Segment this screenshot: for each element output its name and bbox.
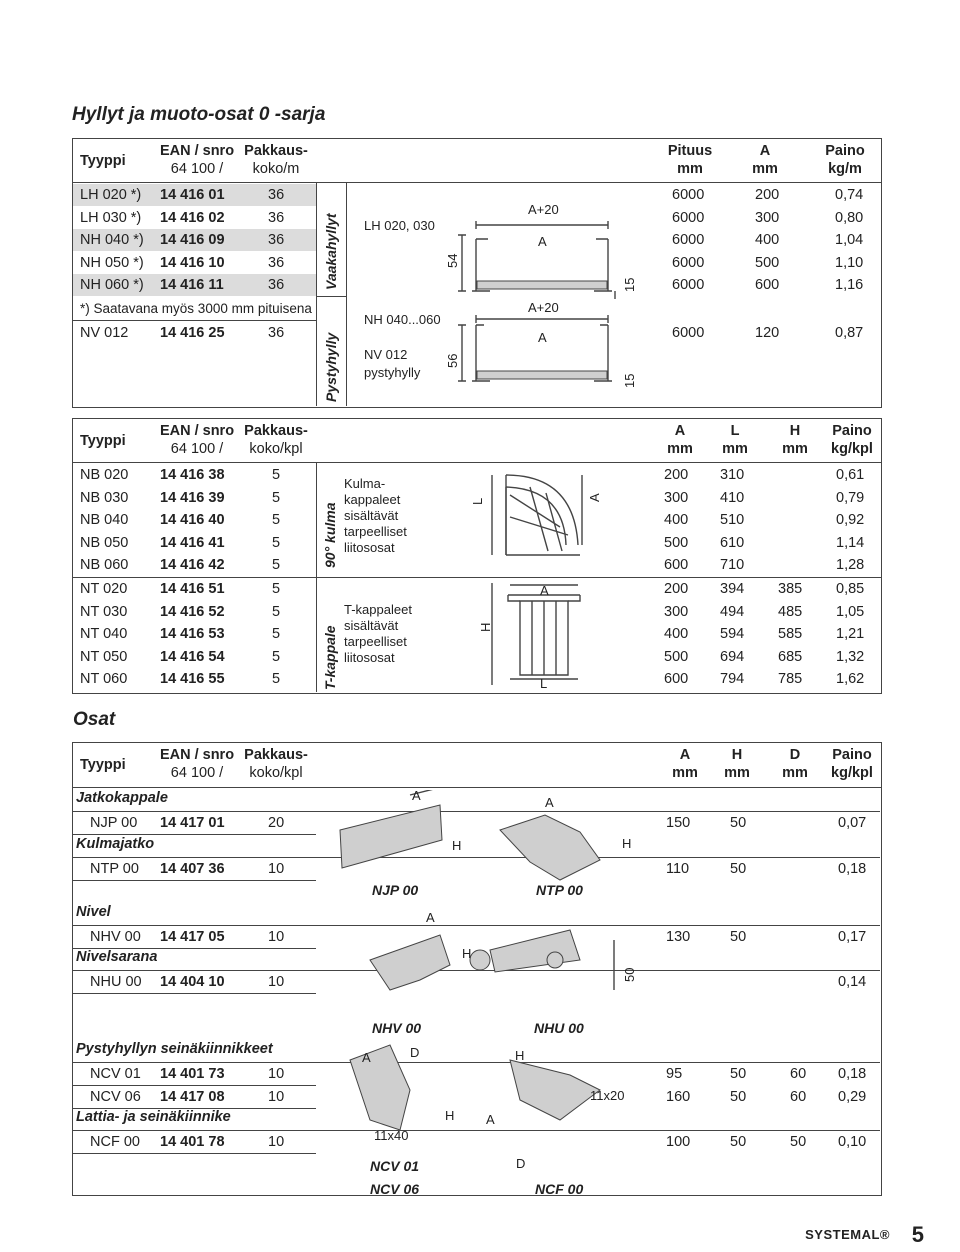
row-len: 6000	[672, 277, 705, 294]
row-w: 0,92	[836, 512, 865, 529]
row-l: 794	[720, 671, 745, 688]
row-a: 100	[666, 1134, 691, 1150]
label-ntp: NTP 00	[536, 882, 583, 898]
ntp-dim-a: A	[545, 795, 554, 810]
row-ean: 14 416 38	[160, 467, 225, 483]
label-nhu: NHU 00	[534, 1020, 584, 1036]
col3-paino: Paino kg/kpl	[831, 747, 873, 781]
row-d: 60	[790, 1089, 807, 1105]
dim-56: 56	[445, 353, 460, 368]
nv-len: 6000	[672, 325, 705, 341]
dim-15-bottom: 15	[622, 373, 637, 388]
ncv-dim-a: A	[362, 1050, 371, 1065]
row-type: NB 040	[80, 512, 129, 529]
row-w: 1,10	[835, 254, 864, 271]
row-ean: 14 416 10	[160, 254, 225, 271]
row-ean: 14 416 52	[160, 603, 225, 620]
dim-a-top: A	[538, 234, 547, 249]
nv-pak: 36	[268, 325, 285, 341]
row-a: 400	[664, 626, 689, 643]
dim-a-bend: A	[587, 493, 602, 502]
row-len: 6000	[672, 232, 705, 249]
row-pak: 5	[272, 467, 281, 483]
row-ean: 14 416 39	[160, 489, 225, 506]
dim-15-top: 15	[622, 277, 637, 292]
row-w: 1,62	[836, 671, 865, 688]
row-a: 300	[664, 603, 689, 620]
row-l: 594	[720, 626, 745, 643]
row-pak: 10	[268, 1066, 285, 1082]
group-title: Nivel	[76, 904, 111, 920]
label-pystyhylly: Pystyhylly	[323, 332, 339, 402]
row-w: 0,17	[838, 929, 867, 945]
ncf-dim-h: H	[515, 1048, 525, 1063]
row-pak: 10	[268, 929, 285, 945]
nv-a: 120	[755, 325, 780, 341]
row-ean: 14 416 53	[160, 626, 225, 643]
njp-dim-a: A	[412, 788, 421, 803]
ncf-dim-a: A	[486, 1112, 495, 1127]
nhv-dim-h: H	[462, 946, 472, 961]
row-a: 500	[664, 648, 689, 665]
col-ean: EAN / snro 64 100 /	[159, 143, 235, 177]
row-h: 485	[778, 603, 803, 620]
row-type: NH 040 *)	[80, 232, 144, 249]
group-title: Kulmajatko	[76, 836, 155, 852]
row-pak: 5	[272, 648, 281, 665]
col-pituus: Pituus mm	[667, 143, 713, 177]
col3-d: D mm	[782, 747, 808, 781]
row-pak: 36	[268, 277, 285, 294]
note-tkappale: T-kappaleet sisältävät tarpeelliset liitososat	[344, 602, 412, 665]
row-len: 6000	[672, 254, 705, 271]
row-a: 200	[664, 467, 689, 483]
col2-a: A mm	[667, 423, 693, 457]
row-type: NB 020	[80, 467, 129, 483]
row-a: 600	[664, 557, 689, 574]
row-ean: 14 401 73	[160, 1066, 225, 1082]
ncv-dim-d: D	[410, 1045, 420, 1060]
row-w: 0,14	[838, 974, 867, 990]
row-pak: 20	[268, 815, 285, 831]
lh-label: LH 020, 030	[364, 218, 435, 233]
row-ean: 14 416 01	[160, 187, 225, 203]
nv-type: NV 012	[80, 325, 129, 341]
row-d: 60	[790, 1066, 807, 1082]
row-ean: 14 416 02	[160, 209, 225, 226]
row-a: 200	[755, 187, 780, 203]
row-w: 1,32	[836, 648, 865, 665]
row-ean: 14 417 08	[160, 1089, 225, 1105]
row-type: NT 050	[80, 648, 128, 665]
row-a: 95	[666, 1066, 683, 1082]
row-w: 0,80	[835, 209, 864, 226]
row-len: 6000	[672, 187, 705, 203]
row-a: 160	[666, 1089, 691, 1105]
row-l: 710	[720, 557, 745, 574]
row-w: 0,18	[838, 861, 867, 877]
row-type: NCF 00	[90, 1134, 140, 1150]
row-a: 150	[666, 815, 691, 831]
row-pak: 36	[268, 254, 285, 271]
col2-ean: EAN / snro 64 100 /	[159, 423, 235, 457]
label-t-kappale: T-kappale	[322, 625, 338, 690]
col3-pak: Pakkaus- koko/kpl	[244, 747, 308, 781]
ncf-slot: 11x20	[590, 1088, 625, 1103]
row-ean: 14 416 54	[160, 648, 225, 665]
row-d: 50	[790, 1134, 807, 1150]
row-w: 0,18	[838, 1066, 867, 1082]
row-pak: 10	[268, 974, 285, 990]
row-w: 1,04	[835, 232, 864, 249]
row-type: NH 060 *)	[80, 277, 144, 294]
label-90-kulma: 90° kulma	[322, 502, 338, 568]
row-type: NHU 00	[90, 974, 142, 990]
row-w: 1,21	[836, 626, 865, 643]
row-type: NB 050	[80, 534, 129, 551]
row-ean: 14 407 36	[160, 861, 225, 877]
dim-l-bend: L	[470, 497, 485, 505]
row-a: 110	[666, 861, 690, 877]
row-type: NT 060	[80, 671, 128, 688]
row-w: 1,14	[836, 534, 865, 551]
nv-label: NV 012 pystyhylly	[364, 347, 421, 380]
col2-pak: Pakkaus- koko/kpl	[244, 423, 308, 457]
group-title: Nivelsarana	[76, 949, 158, 965]
col3-ean: EAN / snro 64 100 /	[159, 747, 235, 781]
row-ean: 14 416 40	[160, 512, 225, 529]
group-title: Pystyhyllyn seinäkiinnikkeet	[76, 1041, 273, 1057]
col2-tyyppi: Tyyppi	[80, 433, 126, 449]
row-type: NHV 00	[90, 929, 141, 945]
row-pak: 10	[268, 1134, 285, 1150]
ntp-dim-h: H	[622, 836, 632, 851]
row-ean: 14 417 05	[160, 929, 225, 945]
row-h: 50	[730, 929, 747, 945]
row-h: 385	[778, 581, 803, 597]
row-a: 400	[664, 512, 689, 529]
group-title: Lattia- ja seinäkiinnike	[76, 1109, 231, 1125]
page-title: Hyllyt ja muoto-osat 0 -sarja	[72, 104, 326, 125]
row-w: 1,05	[836, 603, 865, 620]
row-w: 0,10	[838, 1134, 867, 1150]
row-pak: 5	[272, 603, 281, 620]
row-a: 500	[664, 534, 689, 551]
col-tyyppi: Tyyppi	[80, 153, 126, 169]
nhv-dim-a: A	[426, 910, 435, 925]
section-osat: Osat	[73, 709, 116, 730]
row-h: 685	[778, 648, 803, 665]
row-type: NB 060	[80, 557, 129, 574]
row-l: 394	[720, 581, 745, 597]
row-type: LH 020 *)	[80, 187, 142, 203]
row-h: 50	[730, 1134, 747, 1150]
row-h: 50	[730, 1089, 747, 1105]
ncv-slot: 11x40	[374, 1128, 409, 1143]
row-a: 300	[664, 489, 689, 506]
col3-a: A mm	[672, 747, 698, 781]
njp-dim-h: H	[452, 838, 462, 853]
note-kulma: Kulma- kappaleet sisältävät tarpeelliset liitososat	[344, 476, 407, 555]
label-ncv06: NCV 06	[370, 1181, 420, 1197]
row-a: 400	[755, 232, 780, 249]
label-nhv: NHV 00	[372, 1020, 422, 1036]
row-w: 1,16	[835, 277, 864, 294]
footnote: *) Saatavana myös 3000 mm pituisena	[80, 301, 312, 316]
shelf-profile-drawing	[440, 195, 640, 395]
row-a: 600	[664, 671, 689, 688]
col2-l: L mm	[722, 423, 748, 457]
dim-l-t: L	[540, 676, 548, 691]
col3-h: H mm	[724, 747, 750, 781]
col3-tyyppi: Tyyppi	[80, 757, 126, 773]
dim-h-t: H	[478, 622, 493, 632]
row-w: 0,07	[838, 815, 867, 831]
row-a: 500	[755, 254, 780, 271]
row-w: 0,74	[835, 187, 864, 203]
row-w: 1,28	[836, 557, 865, 574]
row-type: NJP 00	[90, 815, 138, 831]
row-type: NT 040	[80, 626, 128, 643]
row-type: LH 030 *)	[80, 209, 142, 226]
nv-w: 0,87	[835, 325, 864, 341]
row-pak: 36	[268, 209, 285, 226]
row-l: 510	[720, 512, 745, 529]
row-pak: 10	[268, 861, 285, 877]
row-pak: 10	[268, 1089, 285, 1105]
row-a: 300	[755, 209, 780, 226]
dim-a20-top: A+20	[528, 202, 559, 217]
row-ean: 14 417 01	[160, 815, 225, 831]
row-ean: 14 416 51	[160, 581, 225, 597]
row-w: 0,61	[836, 467, 865, 483]
row-h: 785	[778, 671, 803, 688]
group-title: Jatkokappale	[76, 790, 168, 806]
row-pak: 5	[272, 581, 281, 597]
row-pak: 5	[272, 512, 281, 529]
dim-a20-bottom: A+20	[528, 300, 559, 315]
row-w: 0,85	[836, 581, 865, 597]
brand-logo: SYSTEMAL®	[805, 1227, 890, 1242]
col2-paino: Paino kg/kpl	[831, 423, 873, 457]
nv-ean: 14 416 25	[160, 325, 225, 341]
row-ean: 14 416 09	[160, 232, 225, 249]
row-h: 50	[730, 861, 747, 877]
row-l: 694	[720, 648, 745, 665]
row-h: 50	[730, 815, 747, 831]
page-number: 5	[911, 1222, 924, 1247]
row-w: 0,79	[836, 489, 865, 506]
label-vaakahyllyt: Vaakahyllyt	[323, 213, 339, 290]
ncv-dim-h: H	[445, 1108, 455, 1123]
row-pak: 5	[272, 557, 281, 574]
row-a: 130	[666, 929, 691, 945]
label-njp: NJP 00	[372, 882, 419, 898]
row-type: NT 020	[80, 581, 128, 597]
row-l: 410	[720, 489, 745, 506]
row-pak: 5	[272, 626, 281, 643]
nh-label: NH 040...060	[364, 312, 441, 327]
nhu-dim-50: 50	[622, 967, 637, 982]
col-a: A mm	[752, 143, 778, 177]
row-ean: 14 416 42	[160, 557, 225, 574]
col-paino: Paino kg/m	[825, 143, 865, 177]
row-ean: 14 416 11	[160, 277, 224, 294]
dim-a-t: A	[540, 583, 549, 598]
dim-54: 54	[445, 253, 460, 268]
row-type: NH 050 *)	[80, 254, 144, 271]
row-type: NCV 01	[90, 1066, 141, 1082]
row-l: 610	[720, 534, 745, 551]
row-w: 0,29	[838, 1089, 867, 1105]
row-pak: 36	[268, 232, 285, 249]
row-type: NB 030	[80, 489, 129, 506]
row-h: 585	[778, 626, 803, 643]
row-ean: 14 401 78	[160, 1134, 225, 1150]
row-len: 6000	[672, 209, 705, 226]
row-pak: 5	[272, 671, 281, 688]
row-ean: 14 416 41	[160, 534, 225, 551]
row-pak: 5	[272, 489, 281, 506]
col-pakkaus: Pakkaus- koko/m	[244, 143, 308, 177]
row-pak: 36	[268, 187, 285, 203]
row-a: 200	[664, 581, 689, 597]
row-l: 310	[720, 467, 745, 483]
row-type: NCV 06	[90, 1089, 141, 1105]
row-l: 494	[720, 603, 745, 620]
row-type: NT 030	[80, 603, 128, 620]
row-h: 50	[730, 1066, 747, 1082]
ncf-dim-d: D	[516, 1156, 526, 1171]
label-ncf: NCF 00	[535, 1181, 584, 1197]
dim-a-bottom: A	[538, 330, 547, 345]
label-ncv01: NCV 01	[370, 1158, 420, 1174]
row-ean: 14 416 55	[160, 671, 225, 688]
row-type: NTP 00	[90, 861, 139, 877]
row-ean: 14 404 10	[160, 974, 225, 990]
col2-h: H mm	[782, 423, 808, 457]
row-a: 600	[755, 277, 780, 294]
row-pak: 5	[272, 534, 281, 551]
